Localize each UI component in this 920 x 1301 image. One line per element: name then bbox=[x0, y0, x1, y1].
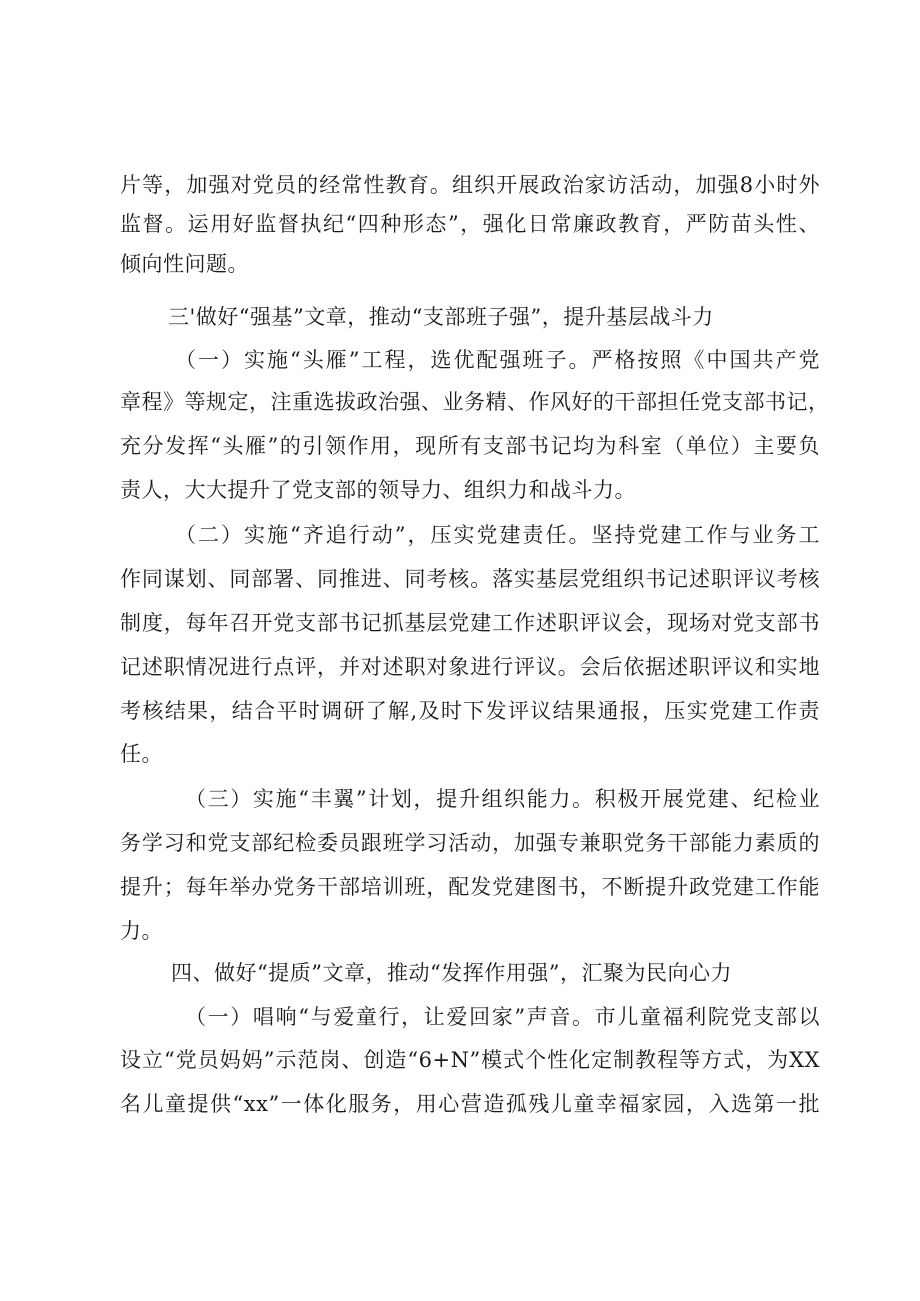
section-heading-4: 四、做好“提质”文章，推动“发挥作用强”，汇聚为民向心力 bbox=[171, 961, 732, 985]
text-line-9: （二）实施“齐追行动”，压实党建责任。坚持党建工作与业务工 bbox=[175, 523, 820, 547]
text-line-12: 记述职情况进行点评，并对述职对象进行评议。会后依据述职评议和实地 bbox=[120, 655, 820, 679]
text-line-21: 设立“党员妈妈”示范岗、创造“6+N”模式个性化定制教程等方式，为XX bbox=[120, 1048, 820, 1072]
text-line-1: 片等，加强对党员的经常性教育。组织开展政治家访活动，加强8小时外 bbox=[120, 173, 820, 197]
text-line-13: 考核结果，结合平时调研了解,及时下发评议结果通报，压实党建工作责 bbox=[120, 699, 820, 723]
text-line-8: 责人，大大提升了党支部的领导力、组织力和战斗力。 bbox=[120, 478, 636, 502]
text-line-11: 制度，每年召开党支部书记抓基层党建工作述职评议会，现场对党支部书 bbox=[120, 611, 820, 635]
text-line-10: 作同谋划、同部署、同推进、同考核。落实基层党组织书记述职评议考核 bbox=[120, 567, 820, 591]
text-line-7: 充分发挥“头雁”的引领作用，现所有支部书记均为科室（单位）主要负 bbox=[120, 434, 820, 458]
text-line-20: （一）唱响“与爱童行，让爱回家”声音。市儿童福利院党支部以 bbox=[185, 1005, 820, 1029]
text-line-6: 章程》等规定，注重选拔政治强、业务精、作风好的干部担任党支部书记， bbox=[120, 390, 830, 414]
text-line-14: 任。 bbox=[120, 742, 163, 766]
section-heading-3: 三'做好“强基”文章，推动“支部班子强”，提升基层战斗力 bbox=[168, 305, 714, 329]
text-line-3: 倾向性问题。 bbox=[120, 252, 249, 276]
text-line-5: （一）实施“头雁”工程，选优配强班子。严格按照《中国共产党 bbox=[175, 348, 820, 372]
text-line-15: （三）实施“丰翼”计划，提升组织能力。积极开展党建、纪检业 bbox=[185, 787, 820, 811]
text-line-22: 名儿童提供“xx”一体化服务，用心营造孤残儿童幸福家园，入选第一批 bbox=[120, 1092, 820, 1116]
text-line-17: 提升；每年举办党务干部培训班，配发党建图书，不断提升政党建工作能 bbox=[120, 875, 820, 899]
text-line-18: 力。 bbox=[120, 919, 163, 943]
text-line-2: 监督。运用好监督执纪“四种形态”，强化日常廉政教育，严防苗头性、 bbox=[120, 212, 820, 236]
text-line-16: 务学习和党支部纪检委员跟班学习活动，加强专兼职党务干部能力素质的 bbox=[120, 831, 820, 855]
